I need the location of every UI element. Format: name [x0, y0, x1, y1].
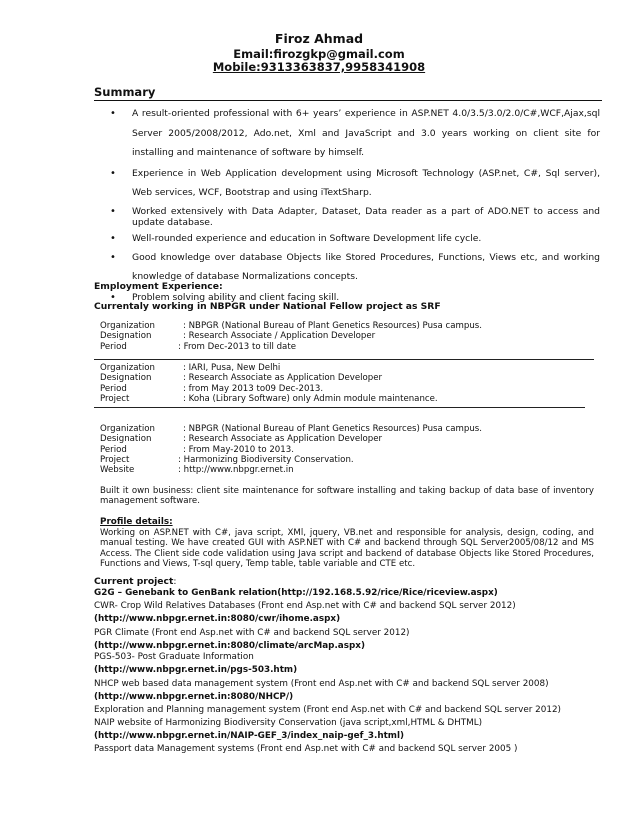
- kv-row: [100, 455, 594, 465]
- kv-row: [100, 434, 594, 444]
- project-description: Exploration and Planning management system (Front end Asp.net with C# and backend SQL server 2012): [94, 705, 561, 715]
- block-divider: [94, 359, 594, 360]
- kv-value: : Research Associate as Application Developer: [183, 373, 383, 384]
- employment-block-1: [100, 321, 594, 352]
- summary-item: • Experience in Web Application development using Microsoft Technology (ASP.net, C#, Sql server), Web services, WCF, Bootstrap and using iTextSharp.: [110, 164, 600, 203]
- project-link: (http://www.nbpgr.ernet.in:8080/NHCP/): [94, 692, 294, 702]
- kv-value: : From Dec-2013 to till date: [178, 341, 296, 352]
- summary-item: • A result-oriented professional with 6+ years’ experience in ASP.NET 4.0/3.5/3.0/2.0/C#,WCF,Ajax,sql Server 2005/2008/2012, Ado.net, Xml and JavaScript and 3.0 years working on client site for installing and maintenance of software by himself.: [110, 104, 600, 163]
- employment-block-3: [100, 424, 594, 475]
- kv-row: [100, 331, 594, 341]
- kv-key: Period: [100, 341, 127, 352]
- summary-item: • Problem solving ability and client facing skill.: [110, 288, 600, 308]
- current-position: Currentaly working in NBPGR under National Fellow project as SRF: [94, 301, 441, 312]
- block-divider: [94, 407, 585, 408]
- kv-row: [100, 363, 594, 373]
- kv-row: [100, 424, 594, 434]
- projects-heading-line: [94, 576, 176, 587]
- kv-key: Website: [100, 465, 135, 476]
- project-description: PGR Climate (Front end Asp.net with C# and backend SQL server 2012): [94, 628, 410, 638]
- project-description: PGS-503- Post Graduate Information: [94, 652, 254, 662]
- kv-key: Period: [100, 444, 127, 455]
- kv-key: Project: [100, 393, 130, 404]
- employment-heading: Employment Experience:: [94, 281, 223, 292]
- project-description: NAIP website of Harmonizing Biodiversity Conservation (java script,xml,HTML & DHTML): [94, 718, 483, 728]
- profile-heading: Profile details:: [100, 517, 173, 527]
- project-link: (http://www.nbpgr.ernet.in:8080/cwr/ihome.aspx): [94, 614, 341, 624]
- project-link: (http://www.nbpgr.ernet.in:8080/climate/arcMap.aspx): [94, 641, 365, 651]
- kv-value: : From May-2010 to 2013.: [183, 444, 294, 455]
- kv-key: Designation: [100, 434, 152, 445]
- kv-value: : NBPGR (National Bureau of Plant Genetics Resources) Pusa campus.: [183, 321, 482, 331]
- kv-key: Organization: [100, 321, 155, 331]
- kv-value: : http://www.nbpgr.ernet.in: [178, 465, 294, 476]
- kv-row: [100, 394, 594, 404]
- kv-value: : IARI, Pusa, New Delhi: [183, 363, 281, 373]
- kv-value: : NBPGR (National Bureau of Plant Genetics Resources) Pusa campus.: [183, 424, 482, 434]
- kv-key: Organization: [100, 424, 155, 434]
- mobile-line: Mobile:9313363837,9958341908: [212, 60, 426, 74]
- kv-value: : Research Associate as Application Developer: [183, 434, 383, 445]
- project-link: (http://www.nbpgr.ernet.in/NAIP-GEF_3/index_naip-gef_3.html): [94, 731, 404, 741]
- projects-heading-colon: :: [173, 576, 177, 587]
- kv-row: [100, 342, 594, 352]
- kv-key: Organization: [100, 363, 155, 373]
- summary-list: [110, 104, 600, 307]
- projects-heading: Current project: [94, 576, 174, 587]
- kv-key: Project: [100, 454, 130, 465]
- kv-row: [100, 321, 594, 331]
- kv-value: : Koha (Library Software) only Admin module maintenance.: [183, 393, 438, 404]
- kv-key: Designation: [100, 331, 152, 342]
- kv-value: : Harmonizing Biodiversity Conservation.: [178, 454, 354, 465]
- kv-row: [100, 465, 594, 475]
- candidate-name: Firoz Ahmad: [274, 31, 364, 46]
- project-description: NHCP web based data management system (Front end Asp.net with C# and backend SQL server 2008): [94, 679, 549, 689]
- kv-row: [100, 445, 594, 455]
- project-description: Passport data Management systems (Front end Asp.net with C# and backend SQL server 2005 ): [94, 744, 518, 754]
- project-link: (http://www.nbpgr.ernet.in/pgs-503.htm): [94, 665, 298, 675]
- summary-item: • Worked extensively with Data Adapter, Dataset, Data reader as a part of ADO.NET to access and update database.: [110, 206, 600, 228]
- summary-item: • Well-rounded experience and education in Software Development life cycle.: [110, 233, 600, 244]
- kv-key: Designation: [100, 373, 152, 384]
- kv-key: Period: [100, 383, 127, 394]
- summary-heading: Summary: [94, 85, 156, 99]
- employment-block-2: [100, 363, 594, 404]
- kv-value: : Research Associate / Application Developer: [183, 331, 376, 342]
- summary-rule: [94, 100, 602, 101]
- business-paragraph: Built it own business: client site maintenance for software installing and taking backup of data base of inventory management software.: [100, 486, 594, 507]
- kv-row: [100, 384, 594, 394]
- summary-item: • Good knowledge over database Objects like Stored Procedures, Functions, Views etc, and working knowledge of database Normalizations concepts.: [110, 248, 600, 287]
- project-description: CWR- Crop Wild Relatives Databases (Front end Asp.net with C# and backend SQL server 2012): [94, 601, 516, 611]
- profile-paragraph: Working on ASP.NET with C#, java script, XMl, jquery, VB.net and responsible for analysis, design, coding, and manual testing. We have created GUI with ASP.NET with C# and backend through SQL Server2005/08/12 and MS Access. The Client side code validation using Java script and backend of database Objects like Stored Procedures, Functions and Views, T-sql query, Temp table, table variable and CTE etc.: [100, 528, 594, 569]
- project-link: G2G – Genebank to GenBank relation(http://192.168.5.92/rice/Rice/riceview.aspx): [94, 588, 498, 598]
- kv-value: : from May 2013 to09 Dec-2013.: [183, 383, 324, 394]
- kv-row: [100, 373, 594, 383]
- email-line: Email:firozgkp@gmail.com: [233, 47, 405, 61]
